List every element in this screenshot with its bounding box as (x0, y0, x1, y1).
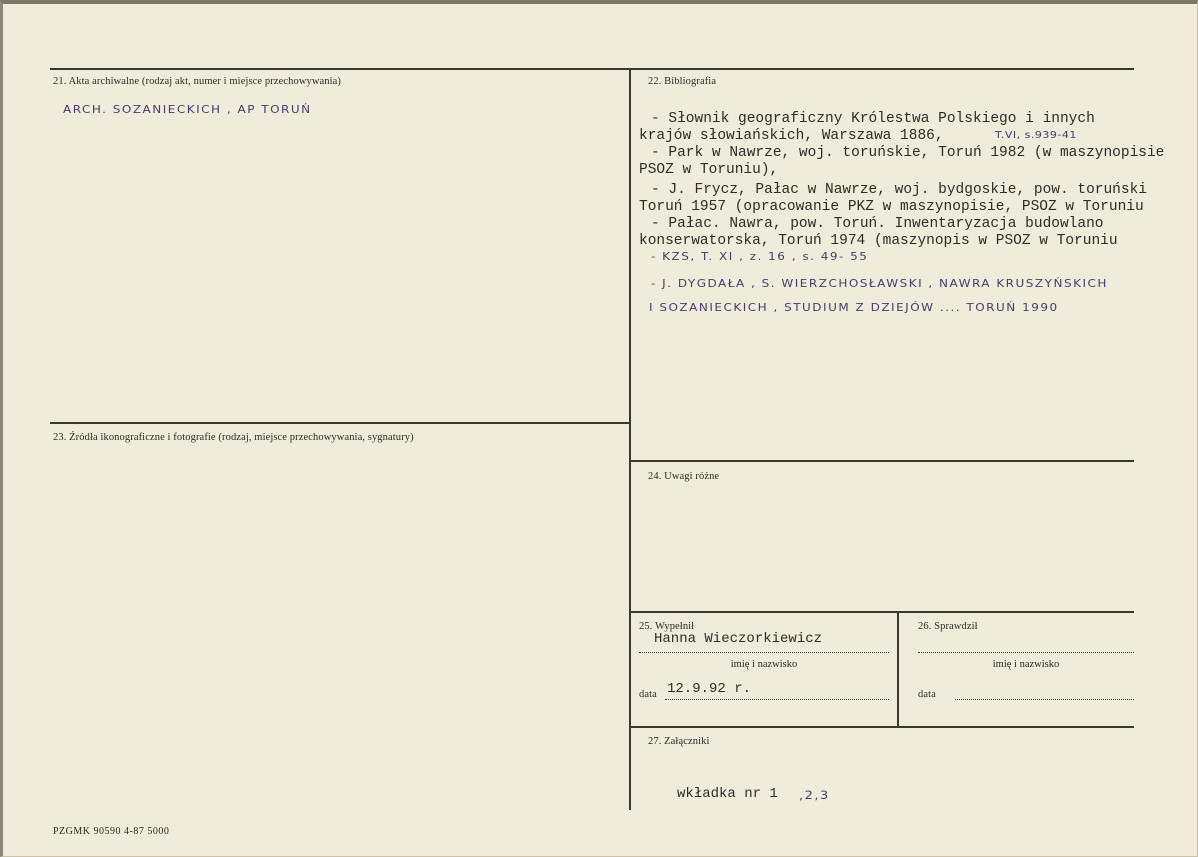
checked-by-name-caption: imię i nazwisko (992, 659, 1060, 670)
section-27-label: 27. Załączniki (648, 736, 710, 747)
filled-by-date-value: 12.9.92 r. (667, 681, 752, 697)
top-rule (50, 68, 1134, 70)
bibliography-handwritten-line: - KZS, T. XI , z. 16 , s. 49- 55 (651, 250, 869, 263)
filled-by-date-line (665, 699, 889, 700)
filled-by-date-label: data (639, 689, 657, 700)
filled-by-name-line (639, 652, 889, 653)
center-divider (629, 68, 631, 810)
bibliography-handwritten-pages: T.VI, s.939-41 (995, 129, 1077, 141)
bibliography-line: - Słownik geograficzny Królestwa Polskiego i innych (651, 111, 1095, 127)
rule-above-25 (631, 611, 1134, 613)
section-23-label: 23. Źródła ikonograficzne i fotografie (rodzaj, miejsce przechowywania, sygnatury) (53, 432, 414, 443)
section-21-value: ARCH. SOZANIECKICH , AP TORUŃ (63, 103, 312, 116)
bibliography-line: - Pałac. Nawra, pow. Toruń. Inwentaryzacja budowlano (651, 216, 1104, 232)
bibliography-line: - J. Frycz, Pałac w Nawrze, woj. bydgoskie, pow. toruński (651, 182, 1147, 198)
section-25-label: 25. Wypełnił (639, 621, 695, 632)
section-21-label: 21. Akta archiwalne (rodzaj akt, numer i miejsce przechowywania) (53, 76, 342, 87)
checked-by-date-line (955, 699, 1134, 700)
section-22-label: 22. Bibliografia (648, 76, 717, 87)
bibliography-handwritten-line: - J. DYGDAŁA , S. WIERZCHOSŁAWSKI , NAWRA KRUSZYŃSKICH (651, 277, 1108, 290)
divider-25-26 (897, 611, 899, 727)
attachments-value: wkładka nr 1 (677, 786, 778, 802)
filled-by-name-caption: imię i nazwisko (730, 659, 798, 670)
rule-above-27 (631, 726, 1134, 728)
section-26-label: 26. Sprawdził (918, 621, 978, 632)
attachments-handwritten: ,2,3 (799, 789, 830, 803)
checked-by-name-line (918, 652, 1134, 653)
checked-by-date-label: data (918, 689, 936, 700)
bibliography-handwritten-line: I SOZANIECKICH , STUDIUM Z DZIEJÓW .... TORUŃ 1990 (649, 301, 1059, 314)
bibliography-line: krajów słowiańskich, Warszawa 1886, (639, 128, 944, 144)
left-mid-rule (50, 422, 631, 424)
filled-by-name: Hanna Wieczorkiewicz (654, 631, 823, 647)
form-footer-code: PZGMK 90590 4-87 5000 (53, 826, 170, 837)
bibliography-line: PSOZ w Toruniu), (639, 162, 779, 178)
section-24-label: 24. Uwagi różne (648, 471, 720, 482)
bibliography-line: konserwatorska, Toruń 1974 (maszynopis w PSOZ w Toruniu (639, 233, 1118, 249)
rule-above-24 (631, 460, 1134, 462)
bibliography-line: Toruń 1957 (opracowanie PKZ w maszynopisie, PSOZ w Toruniu (639, 199, 1144, 215)
bibliography-line: - Park w Nawrze, woj. toruńskie, Toruń 1982 (w maszynopisie (651, 145, 1165, 161)
